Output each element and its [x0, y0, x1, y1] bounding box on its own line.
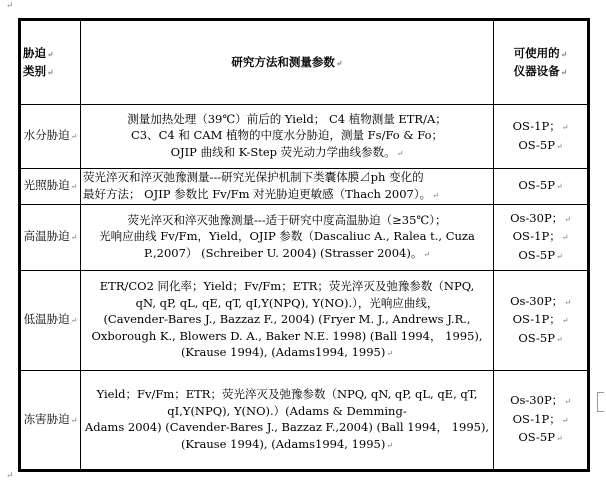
method-line: qI,Y(NPQ), Y(NO).）(Adams & Demming- — [167, 403, 407, 418]
method-line: Adams 2004) (Cavender-Bares J., Bazzaz F.,2004) (Ball 1994， 1995), — [84, 420, 490, 434]
stress-type-cell: 光照胁迫↵ — [20, 169, 81, 205]
method-cell: ETR/CO2 同化率；Yield；Fv/Fm；ETR；荧光淬灭及弛豫参数（NPQ, qN, qP, qL, qE, qT, qI,Y(NPQ), Y(NO).），光响应曲线， (Cavender-Bares J., Bazzaz F., 2004) (Fryer M. J., Andrews J.R., Oxborough K., Blowers D. A., Baker N.E. 1998) (Ball 1994， 1995), (Krause 1994), (Adams1994, 1995)↵ — [81, 271, 494, 371]
device-cell: Os-30P；↵ OS-1P；↵ OS-5P↵ — [494, 371, 589, 471]
device-item: OS-1P； — [512, 411, 561, 426]
device-item: Os-30P； — [510, 393, 564, 408]
method-cell: Yield；Fv/Fm；ETR；荧光淬灭及弛豫参数（NPQ, qN, qP, qL, qE, qT, qI,Y(NPQ), Y(NO).）(Adams & Demming- Adams 2004) (Cavender-Bares J., Bazzaz F.,2004) (Ball 1994， 1995), (Krause 1994), (Adams1994, 1995)↵ — [81, 371, 494, 471]
device-item: Os-30P； — [510, 210, 564, 225]
method-line: Oxborough K., Blowers D. A., Baker N.E. 1998) (Ball 1994， 1995), — [91, 328, 483, 343]
header-stress-type: 胁迫↵ 类别↵ — [20, 20, 81, 105]
method-line: ETR/CO2 同化率；Yield；Fv/Fm；ETR；荧光淬灭及弛豫参数（NPQ, — [99, 279, 475, 294]
method-line: 最好方法； OJIP 参数比 Fv/Fm 对光胁迫更敏感（Thach 2007）。 — [83, 186, 432, 201]
header-devices-line1: 可使用的 — [513, 46, 560, 60]
stress-type-cell: 低温胁迫↵ — [20, 271, 81, 371]
header-stress-type-line2: 类别 — [23, 63, 46, 78]
header-row — [20, 20, 589, 105]
device-cell: OS-1P；↵ OS-5P↵ — [494, 105, 589, 169]
stress-type-label: 高温胁迫 — [23, 229, 70, 244]
device-item: OS-5P — [518, 137, 555, 152]
method-line: 光响应曲线 Fv/Fm，Yield，OJIP 参数（Dascaliuc A., Ralea t., Cuza — [99, 229, 475, 244]
method-line: qN, qP, qL, qE, qT, qI,Y(NPQ), Y(NO).），光响应曲线， — [135, 295, 439, 310]
header-method: 研究方法和测量参数↵ — [81, 20, 494, 105]
device-item: Os-30P； — [510, 293, 564, 308]
table-row — [20, 169, 589, 205]
device-item: OS-1P； — [512, 119, 561, 133]
device-item: OS-1P； — [512, 312, 561, 327]
table-row — [20, 371, 589, 471]
stress-type-cell: 水分胁迫↵ — [20, 105, 81, 169]
method-line: 荧光淬灭和淬灭弛豫测量---研究光保护机制下类囊体膜⊿ph 变化的 — [83, 170, 424, 184]
method-cell: 测量加热处理（39℃）前后的 Yield； C4 植物测量 ETR/A； C3、C4 和 CAM 植物的中度水分胁迫，测量 Fs/Fo & Fo； OJIP 曲线和 K-Step 荧光动力学曲线参数。↵ — [81, 105, 494, 169]
stress-type-cell: 冻害胁迫↵ — [20, 371, 81, 471]
method-line: (Krause 1994), (Adams1994, 1995) — [180, 345, 386, 360]
method-line: Yield；Fv/Fm；ETR；荧光淬灭及弛豫参数（NPQ, qN, qP, qL, qE, qT, — [96, 387, 478, 401]
table-row — [20, 105, 589, 169]
stress-methods-table — [18, 18, 590, 472]
table-resize-handle[interactable] — [597, 392, 604, 412]
device-cell: Os-30P；↵ OS-1P；↵ OS-5P↵ — [494, 205, 589, 271]
method-line: (Krause 1994), (Adams1994, 1995) — [180, 436, 386, 451]
stress-type-label: 冻害胁迫 — [23, 411, 70, 426]
method-cell: 荧光淬灭和淬灭弛豫测量---适于研究中度高温胁迫（≥35℃）； 光响应曲线 Fv/Fm，Yield，OJIP 参数（Dascaliuc A., Ralea t., Cuza P.,2007） (Schreiber U. 2004) (Strasser 2004)。↵ — [81, 205, 494, 271]
table-row — [20, 271, 589, 371]
device-cell: Os-30P；↵ OS-1P；↵ OS-5P↵ — [494, 271, 589, 371]
method-line: 荧光淬灭和淬灭弛豫测量---适于研究中度高温胁迫（≥35℃）； — [127, 212, 447, 227]
header-devices: 可使用的↵ 仪器设备↵ — [494, 20, 589, 105]
header-stress-type-line1: 胁迫 — [23, 46, 46, 60]
device-cell: OS-5P↵ — [494, 169, 589, 205]
paragraph-mark-bottom: ↵ — [6, 471, 14, 481]
method-line: 测量加热处理（39℃）前后的 Yield； C4 植物测量 ETR/A； — [127, 111, 447, 126]
stress-type-label: 光照胁迫 — [23, 178, 70, 193]
device-item: OS-5P — [518, 247, 555, 262]
table-row — [20, 205, 589, 271]
method-cell: 荧光淬灭和淬灭弛豫测量---研究光保护机制下类囊体膜⊿ph 变化的 最好方法； OJIP 参数比 Fv/Fm 对光胁迫更敏感（Thach 2007）。↵ — [81, 169, 494, 205]
paragraph-mark-top: ↵ — [6, 1, 14, 11]
device-item: OS-1P； — [512, 229, 561, 244]
device-item: OS-5P — [518, 430, 555, 445]
stress-type-label: 低温胁迫 — [23, 312, 70, 327]
device-item: OS-5P — [518, 330, 555, 345]
method-line: OJIP 曲线和 K-Step 荧光动力学曲线参数。 — [170, 144, 396, 159]
stress-type-label: 水分胁迫 — [23, 128, 70, 143]
method-line: P.,2007） (Schreiber U. 2004) (Strasser 2004)。 — [143, 245, 423, 260]
method-line: C3、C4 和 CAM 植物的中度水分胁迫，测量 Fs/Fo & Fo； — [130, 128, 444, 143]
stress-type-cell: 高温胁迫↵ — [20, 205, 81, 271]
method-line: (Cavender-Bares J., Bazzaz F., 2004) (Fryer M. J., Andrews J.R., — [103, 312, 471, 327]
header-devices-line2: 仪器设备 — [513, 63, 560, 78]
device-item: OS-5P — [518, 178, 555, 193]
header-method-label: 研究方法和测量参数 — [231, 54, 335, 69]
